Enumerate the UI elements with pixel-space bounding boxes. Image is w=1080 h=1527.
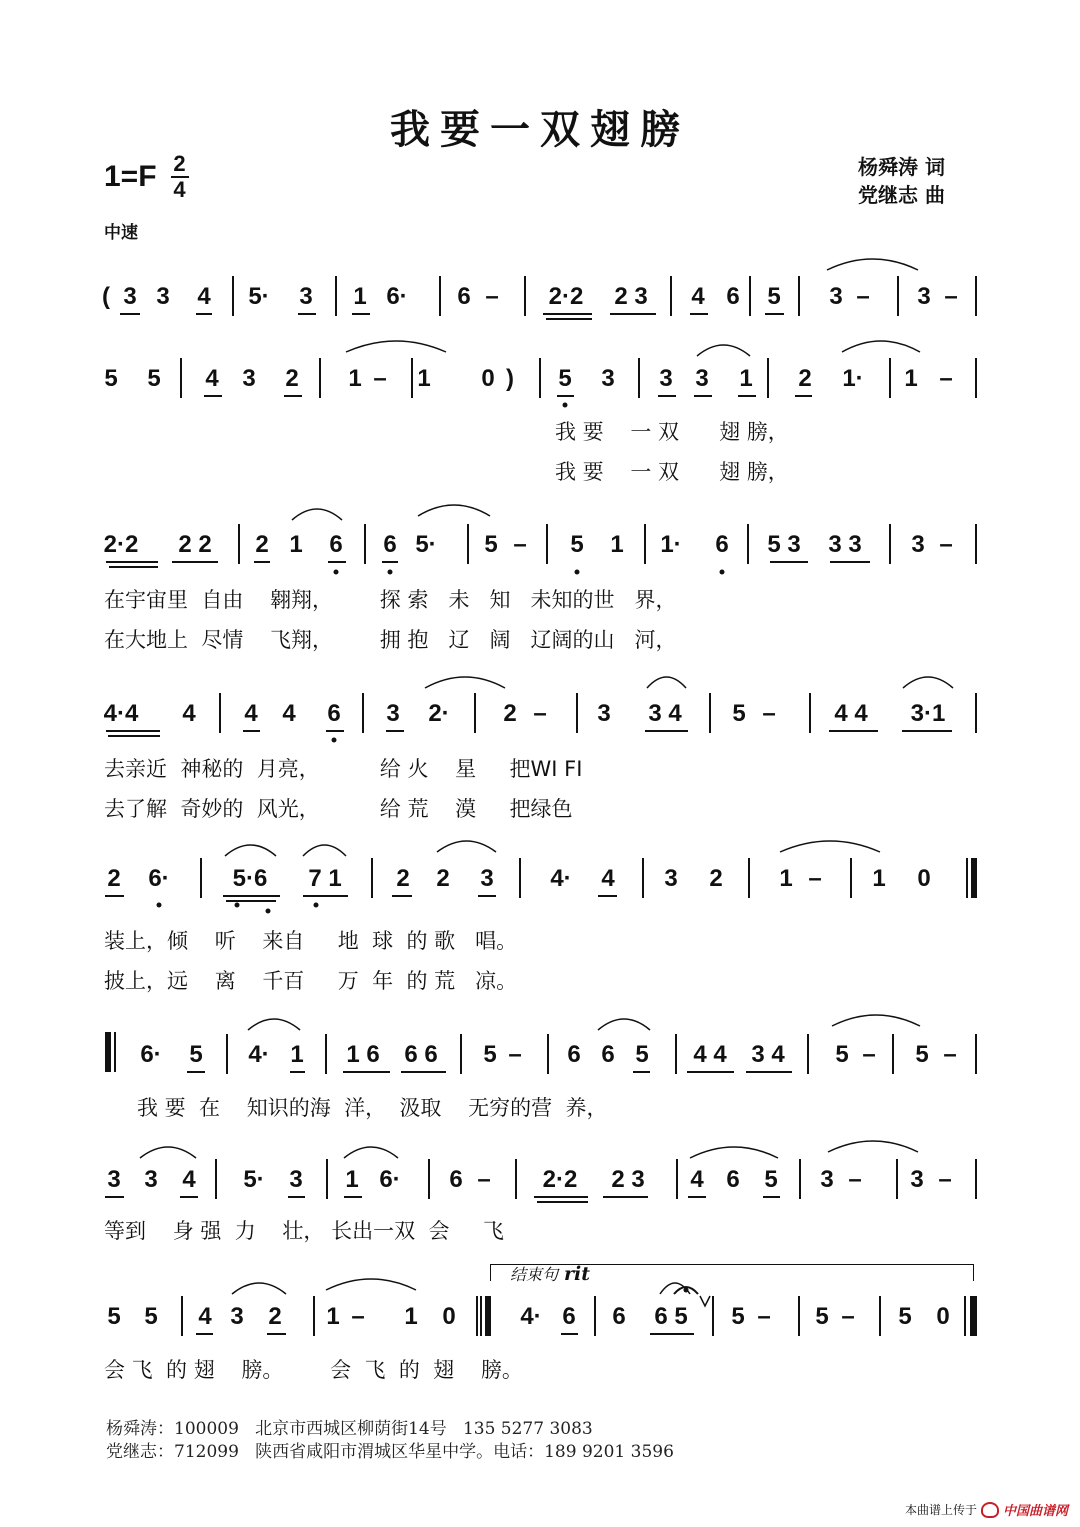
note: 7 1 (308, 865, 342, 892)
note: – (856, 283, 870, 310)
note: 2 2 (178, 531, 212, 558)
note: 5 (144, 1303, 158, 1330)
note: 6 (601, 1041, 615, 1068)
bar-line (975, 276, 977, 316)
bar-line (799, 1159, 801, 1199)
contact-footer (106, 1418, 674, 1464)
bar-line (897, 276, 899, 316)
note: – (762, 700, 776, 727)
note: 5 (915, 1041, 929, 1068)
bar-line (539, 358, 541, 398)
note: 3 (230, 1303, 244, 1330)
octave-dot (563, 403, 568, 408)
note: 5 (484, 531, 498, 558)
note: 0 (481, 365, 495, 392)
bar-line (319, 358, 321, 398)
slur-arc (437, 841, 496, 852)
octave-dot (332, 738, 337, 743)
lyric-line: 去亲近 神秘的 月亮， 给 火 星 把WI FI (104, 757, 583, 781)
slur-arc (418, 505, 490, 516)
note: 1 (739, 365, 753, 392)
repeat-bar-thick (971, 858, 977, 898)
final-bar-thin (964, 1296, 966, 1336)
bar-line (889, 524, 891, 564)
note: 6· (148, 865, 170, 892)
bar-line (975, 358, 977, 398)
tempo-marking: 中速 (104, 223, 138, 243)
slur-arc (140, 1147, 196, 1158)
note: 5 (635, 1041, 649, 1068)
note: 1 (348, 365, 362, 392)
note: 4 (244, 700, 258, 727)
repeat-mid-thin (480, 1296, 482, 1336)
note: 4 4 (834, 700, 868, 727)
note: 5 (732, 700, 746, 727)
note: 3 (911, 531, 925, 558)
note: 5 3 (767, 531, 801, 558)
note: 4 (282, 700, 296, 727)
note: ) (506, 365, 514, 392)
note: 1 (289, 531, 303, 558)
note: 6 (715, 531, 729, 558)
repeat-bar-thin (966, 858, 968, 898)
note: 3 (659, 365, 673, 392)
note: 4·4 (103, 700, 139, 727)
slur-arc (697, 345, 750, 356)
slur-arc (248, 1019, 300, 1030)
note: 1 (404, 1303, 418, 1330)
note: 1 (779, 865, 793, 892)
rit-marking: rit (564, 1263, 591, 1285)
key-label: 1=F (104, 160, 157, 193)
note: – (373, 365, 387, 392)
note: 3 (829, 283, 843, 310)
bar-line (515, 1159, 517, 1199)
note: – (944, 283, 958, 310)
bar-line (362, 693, 364, 733)
slur-arc (832, 1015, 920, 1026)
note: 4 (205, 365, 219, 392)
note: 2 (503, 700, 517, 727)
bar-line (576, 693, 578, 733)
octave-dot (314, 903, 319, 908)
bar-line (476, 1296, 478, 1336)
slur-arc (292, 509, 342, 520)
bar-line (326, 1159, 328, 1199)
repeat-mid-thick (485, 1296, 491, 1336)
note: 6 (567, 1041, 581, 1068)
bar-line (644, 524, 646, 564)
bar-line (411, 358, 413, 398)
song-title: 我要一双翅膀 (390, 106, 690, 153)
note: – (848, 1166, 862, 1193)
note: – (808, 865, 822, 892)
note: 2 (107, 865, 121, 892)
slur-arc (225, 845, 276, 856)
note: 3 (144, 1166, 158, 1193)
bar-line (371, 858, 373, 898)
note: – (943, 1041, 957, 1068)
note: – (939, 365, 953, 392)
slur-arc (647, 677, 686, 688)
note: 6· (386, 283, 408, 310)
bar-line (474, 693, 476, 733)
octave-dot (334, 570, 339, 575)
bar-line (798, 276, 800, 316)
octave-dot (684, 1288, 689, 1293)
note: 6 (449, 1166, 463, 1193)
note: 5 (898, 1303, 912, 1330)
note: – (485, 283, 499, 310)
note: 3 (123, 283, 137, 310)
repeat-start-thin (114, 1032, 116, 1072)
note: – (513, 531, 527, 558)
note: 4 (182, 700, 196, 727)
note: 3 (601, 365, 615, 392)
note: – (938, 1166, 952, 1193)
lyric-line: 装上，倾 听 来自 地 球 的 歌 唱。 (104, 929, 518, 953)
note: 2· (428, 700, 450, 727)
note: 6 (457, 283, 471, 310)
bar-line (313, 1296, 315, 1336)
watermark-brand: 中国曲谱网 (1002, 1504, 1068, 1519)
slur-arc (303, 845, 346, 856)
watermark (905, 1500, 1068, 1519)
bar-line (180, 358, 182, 398)
note: 4 (691, 283, 705, 310)
note: 3 (156, 283, 170, 310)
note: 5 (104, 365, 118, 392)
bar-line (364, 524, 366, 564)
bar-line (335, 276, 337, 316)
note: 4 (198, 1303, 212, 1330)
octave-dot (388, 570, 393, 575)
bar-line (709, 693, 711, 733)
note: 3 (917, 283, 931, 310)
note: 3 (242, 365, 256, 392)
note: 6· (140, 1041, 162, 1068)
note: 6 6 (404, 1041, 438, 1068)
note: 6· (379, 1166, 401, 1193)
note: 2 (396, 865, 410, 892)
note: 2·2 (542, 1166, 578, 1193)
note: 4 (690, 1166, 704, 1193)
lyric-line: 在宇宙里 自由 翱翔， 探 索 未 知 未知的世 界， (104, 588, 677, 612)
note: 1· (660, 531, 682, 558)
note: 3 (480, 865, 494, 892)
note: 3·1 (910, 700, 946, 727)
note: 2 3 (611, 1166, 645, 1193)
note: 1 (290, 1041, 304, 1068)
lyric-line: 我 要 一 双 翅 膀， (555, 420, 789, 444)
bar-line (975, 693, 977, 733)
note: 4 (197, 283, 211, 310)
note: 5 (107, 1303, 121, 1330)
note: – (862, 1041, 876, 1068)
note: 4 4 (693, 1041, 727, 1068)
slur-arc (903, 677, 953, 688)
note: 5 (189, 1041, 203, 1068)
ending-label (510, 1262, 590, 1285)
time-signature-top: 2 (173, 151, 186, 176)
bar-line (460, 1034, 462, 1074)
slur-arc (346, 341, 446, 352)
octave-dot (157, 903, 162, 908)
note: – (508, 1041, 522, 1068)
slur-arc (827, 259, 918, 270)
note: 2 (285, 365, 299, 392)
note: – (533, 700, 547, 727)
bar-line (232, 276, 234, 316)
note: 1 (326, 1303, 340, 1330)
note: 3 (910, 1166, 924, 1193)
watermark-text: 本曲谱上传于 (904, 1503, 977, 1517)
lyricist: 杨舜涛 词 (858, 155, 945, 179)
bar-line (850, 858, 852, 898)
octave-dot (720, 570, 725, 575)
note: 2 3 (614, 283, 648, 310)
slur-arc (660, 1283, 690, 1294)
bar-line (519, 858, 521, 898)
note: 5· (248, 283, 270, 310)
composer: 党继志 曲 (858, 183, 945, 207)
bar-line (200, 858, 202, 898)
note: 6 (726, 283, 740, 310)
time-signature (171, 153, 189, 201)
note: 1 (353, 283, 367, 310)
note: 5 (731, 1303, 745, 1330)
note: 5 (835, 1041, 849, 1068)
note: 5 (147, 365, 161, 392)
bar-line (219, 693, 221, 733)
lyric-line: 去了解 奇妙的 风光， 给 荒 漠 把绿色 (104, 797, 573, 821)
bar-line (975, 524, 977, 564)
note: 5 (767, 283, 781, 310)
note: 3 (386, 700, 400, 727)
final-bar-thick (970, 1296, 976, 1336)
slur-arc (598, 1019, 650, 1030)
slur-arc (828, 1141, 918, 1152)
bar-line (428, 1159, 430, 1199)
key-signature (104, 152, 189, 202)
bar-line (889, 358, 891, 398)
note: 3 (695, 365, 709, 392)
note: 4· (248, 1041, 270, 1068)
slur-arc (344, 1147, 398, 1158)
slur-arc (232, 1283, 286, 1294)
bar-line (467, 524, 469, 564)
note: 3 4 (648, 700, 682, 727)
note: – (939, 531, 953, 558)
bar-line (892, 1034, 894, 1074)
repeat-start-thick (105, 1032, 111, 1072)
note: 3 (289, 1166, 303, 1193)
lyric-line: 在大地上 尽情 飞翔， 拥 抱 辽 阔 辽阔的山 河， (104, 628, 677, 652)
note: 5· (415, 531, 437, 558)
bar-line (226, 1034, 228, 1074)
note: 5 (815, 1303, 829, 1330)
note: 1 (345, 1166, 359, 1193)
note: 6 (612, 1303, 626, 1330)
note: 5·6 (232, 865, 268, 892)
bar-line (975, 1034, 977, 1074)
bar-line (676, 1159, 678, 1199)
note: 1 6 (346, 1041, 380, 1068)
note: 3 (299, 283, 313, 310)
bar-line (767, 358, 769, 398)
note: 6 (327, 700, 341, 727)
note: 0 (917, 865, 931, 892)
bar-line (670, 276, 672, 316)
note: – (351, 1303, 365, 1330)
bar-line (896, 1159, 898, 1199)
bar-line (712, 1296, 714, 1336)
bar-line (238, 524, 240, 564)
note: 4 (182, 1166, 196, 1193)
lyric-line: 我 要 一 双 翅 膀， (555, 460, 789, 484)
note: 6 (562, 1303, 576, 1330)
note: 4· (520, 1303, 542, 1330)
bar-line (524, 276, 526, 316)
footer-line-1: 杨舜涛：100009 北京市西城区柳荫街14号 135 5277 3083 (106, 1419, 593, 1439)
bar-line (638, 358, 640, 398)
lyric-line: 会 飞 的 翅 膀。 会 飞 的 翅 膀。 (104, 1358, 523, 1382)
note: ( (102, 283, 110, 310)
note: 6 (383, 531, 397, 558)
bar-line (594, 1296, 596, 1336)
slur-arc (690, 1147, 778, 1158)
note: – (841, 1303, 855, 1330)
time-signature-bottom: 4 (173, 177, 186, 202)
note: 1 (610, 531, 624, 558)
bar-line (975, 1159, 977, 1199)
bar-line (642, 858, 644, 898)
bar-line (675, 1034, 677, 1074)
note: 0 (936, 1303, 950, 1330)
note: 3 (820, 1166, 834, 1193)
note: 3 (107, 1166, 121, 1193)
bar-line (748, 858, 750, 898)
note: 6 (329, 531, 343, 558)
note: 2 (798, 365, 812, 392)
note: 3 (597, 700, 611, 727)
note: 5· (243, 1166, 265, 1193)
bar-line (215, 1159, 217, 1199)
breath-mark (700, 1296, 710, 1306)
bar-line (879, 1296, 881, 1336)
bar-line (807, 1034, 809, 1074)
note: 5 (764, 1166, 778, 1193)
bar-line (547, 1034, 549, 1074)
slur-arc (326, 1279, 416, 1290)
lyric-line: 披上，远 离 千百 万 年 的 荒 凉。 (104, 969, 518, 993)
note: 4 (601, 865, 615, 892)
octave-dot (575, 570, 580, 575)
note: 2 (268, 1303, 282, 1330)
lyric-line: 我 要 在 知识的海 洋， 汲取 无穷的营 养， (137, 1096, 608, 1120)
note: 5 (483, 1041, 497, 1068)
bar-line (325, 1034, 327, 1074)
note: 2·2 (103, 531, 139, 558)
note: 2·2 (548, 283, 584, 310)
note: 2 (255, 531, 269, 558)
note: 6 (726, 1166, 740, 1193)
lyric-line: 等到 身 强 力 壮， 长出一双 会 飞 (104, 1219, 504, 1243)
bar-line (747, 524, 749, 564)
note: 6 5 (654, 1303, 688, 1330)
slur-arc (780, 841, 880, 852)
note: 5 (570, 531, 584, 558)
bar-line (798, 1296, 800, 1336)
bar-line (439, 276, 441, 316)
bar-line (809, 693, 811, 733)
fermata (674, 1287, 698, 1294)
note: 3 (664, 865, 678, 892)
note: 5 (558, 365, 572, 392)
octave-dot (266, 909, 271, 914)
octave-dot (235, 903, 240, 908)
note: 1 (417, 365, 431, 392)
bar-line (181, 1296, 183, 1336)
note: – (757, 1303, 771, 1330)
slur-arc (842, 341, 920, 352)
bar-line (749, 276, 751, 316)
note: 1· (842, 365, 864, 392)
credits (858, 153, 945, 209)
footer-line-2: 党继志：712099 陕西省咸阳市渭城区华星中学。电话：189 9201 3596 (106, 1442, 674, 1462)
note: 2 (709, 865, 723, 892)
note: 0 (442, 1303, 456, 1330)
ending-label-text: 结束句 (510, 1265, 559, 1284)
note: 4· (550, 865, 572, 892)
note: 1 (904, 365, 918, 392)
note: – (477, 1166, 491, 1193)
note: 3 3 (828, 531, 862, 558)
bar-line (546, 524, 548, 564)
brand-logo-icon (981, 1502, 999, 1518)
note: 1 (872, 865, 886, 892)
slur-arc (425, 677, 505, 688)
note: 2 (436, 865, 450, 892)
note: 3 4 (751, 1041, 785, 1068)
